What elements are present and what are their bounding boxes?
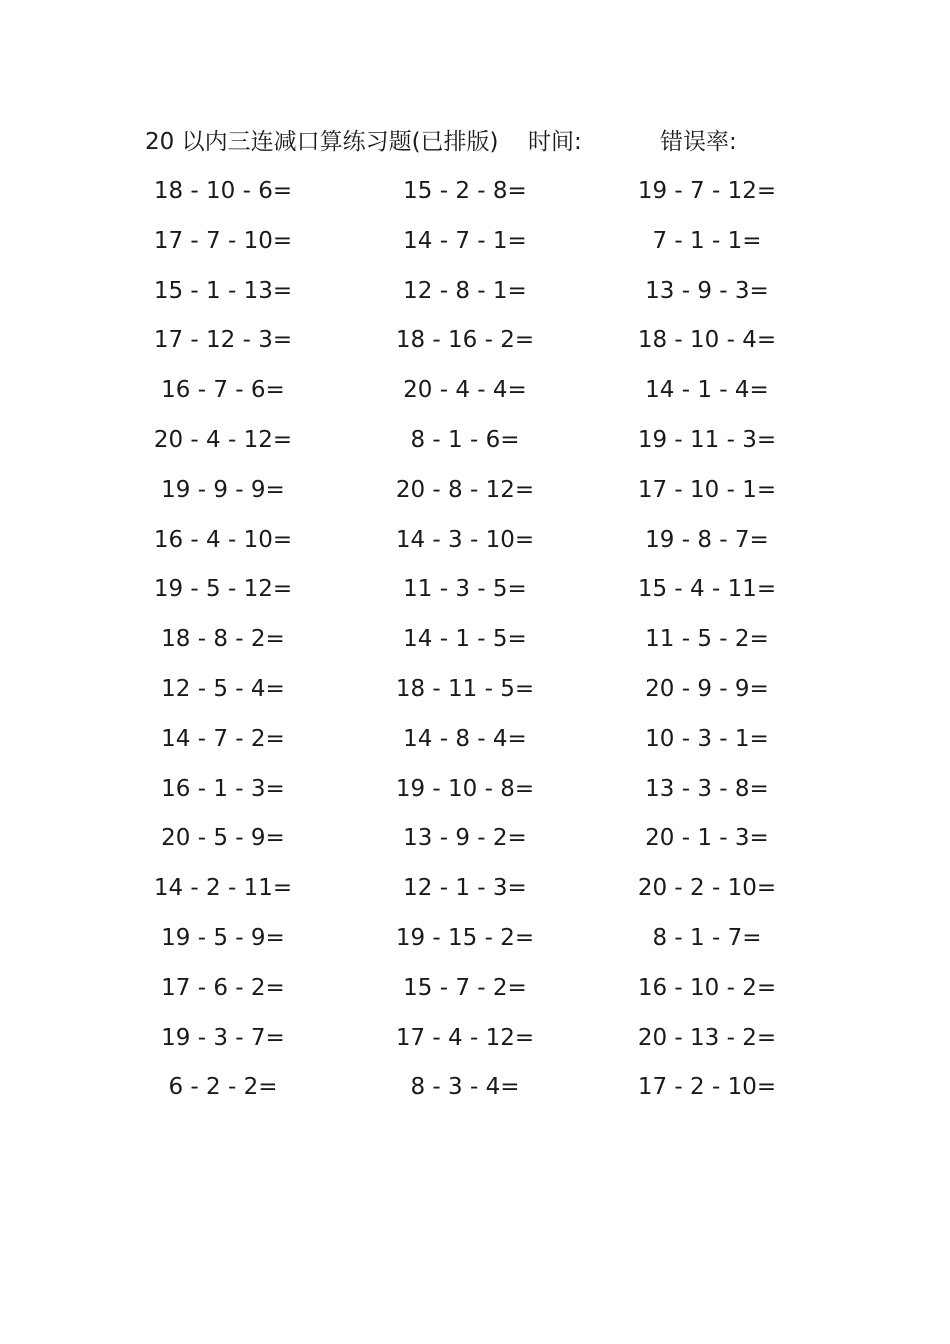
problem-row [0,819,950,869]
problem-item: 16 - 4 - 10= [153,526,293,553]
problem-item: 19 - 7 - 12= [637,178,777,204]
problem-item: 17 - 4 - 12= [395,1024,535,1051]
problem-item: 19 - 9 - 9= [161,476,285,503]
problem-item: 6 - 2 - 2= [168,1074,278,1101]
problem-item: 16 - 1 - 3= [161,775,285,802]
error-rate-label: 错误率: [660,129,737,155]
problem-item: 13 - 9 - 3= [645,277,769,304]
problem-item: 18 - 16 - 2= [395,327,535,354]
problem-item: 20 - 4 - 4= [403,377,527,404]
problem-item: 7 - 1 - 1= [652,227,762,254]
problem-item: 14 - 1 - 5= [403,626,527,653]
problem-item: 14 - 7 - 1= [403,227,527,254]
problem-item: 17 - 2 - 10= [637,1074,777,1101]
problem-item: 17 - 10 - 1= [637,476,777,503]
problem-row [0,670,950,720]
problem-item: 20 - 1 - 3= [645,825,769,852]
worksheet-header [0,124,950,160]
problem-row [0,222,950,272]
problem-item: 14 - 3 - 10= [395,526,535,553]
problem-item: 19 - 3 - 7= [161,1024,285,1051]
problem-row [0,770,950,820]
problem-item: 12 - 8 - 1= [403,277,527,304]
problem-row [0,620,950,670]
problem-item: 17 - 7 - 10= [153,227,293,254]
problem-item: 19 - 11 - 3= [637,426,777,453]
problem-item: 10 - 3 - 1= [645,725,769,752]
problem-item: 11 - 3 - 5= [403,576,527,603]
problem-row [0,272,950,322]
problem-row [0,919,950,969]
problem-item: 14 - 7 - 2= [161,725,285,752]
problem-item: 19 - 15 - 2= [395,924,535,951]
problem-item: 16 - 10 - 2= [637,974,777,1001]
problem-row [0,720,950,770]
problem-row [0,471,950,521]
problem-row [0,869,950,919]
problem-item: 11 - 5 - 2= [645,626,769,653]
problem-item: 17 - 12 - 3= [153,327,293,354]
problem-item: 18 - 10 - 4= [637,327,777,354]
problem-item: 13 - 9 - 2= [403,825,527,852]
problem-item: 19 - 5 - 12= [153,576,293,603]
problem-item: 17 - 6 - 2= [161,974,285,1001]
problem-item: 15 - 1 - 13= [153,277,293,304]
problem-item: 14 - 2 - 11= [153,875,293,902]
problem-row [0,321,950,371]
problem-item: 19 - 10 - 8= [395,775,535,802]
problem-row [0,1068,950,1118]
problem-row [0,371,950,421]
problem-item: 8 - 1 - 6= [410,426,520,453]
problem-item: 15 - 2 - 8= [403,178,527,204]
problem-item: 13 - 3 - 8= [645,775,769,802]
time-label: 时间: [528,129,582,155]
problem-item: 18 - 10 - 6= [153,178,293,204]
problem-item: 14 - 8 - 4= [403,725,527,752]
problem-item: 15 - 4 - 11= [637,576,777,603]
problem-item: 20 - 2 - 10= [637,875,777,902]
problem-row [0,969,950,1019]
problem-row [0,570,950,620]
problem-item: 20 - 8 - 12= [395,476,535,503]
problem-item: 19 - 5 - 9= [161,924,285,951]
problem-item: 15 - 7 - 2= [403,974,527,1001]
problem-row [0,1019,950,1069]
problem-item: 12 - 1 - 3= [403,875,527,902]
problem-item: 20 - 9 - 9= [645,675,769,702]
problem-item: 20 - 13 - 2= [637,1024,777,1051]
problem-row [0,172,950,222]
problem-item: 8 - 3 - 4= [410,1074,520,1101]
problem-item: 19 - 8 - 7= [645,526,769,553]
problem-item: 12 - 5 - 4= [161,675,285,702]
problem-item: 16 - 7 - 6= [161,377,285,404]
problem-item: 18 - 8 - 2= [161,626,285,653]
worksheet-title: 20 以内三连减口算练习题(已排版) [145,129,499,155]
problem-row [0,421,950,471]
problem-item: 8 - 1 - 7= [652,924,762,951]
problem-item: 18 - 11 - 5= [395,675,535,702]
problem-row [0,521,950,571]
problem-item: 20 - 4 - 12= [153,426,293,453]
problem-item: 20 - 5 - 9= [161,825,285,852]
problem-grid [0,172,950,1118]
problem-item: 14 - 1 - 4= [645,377,769,404]
